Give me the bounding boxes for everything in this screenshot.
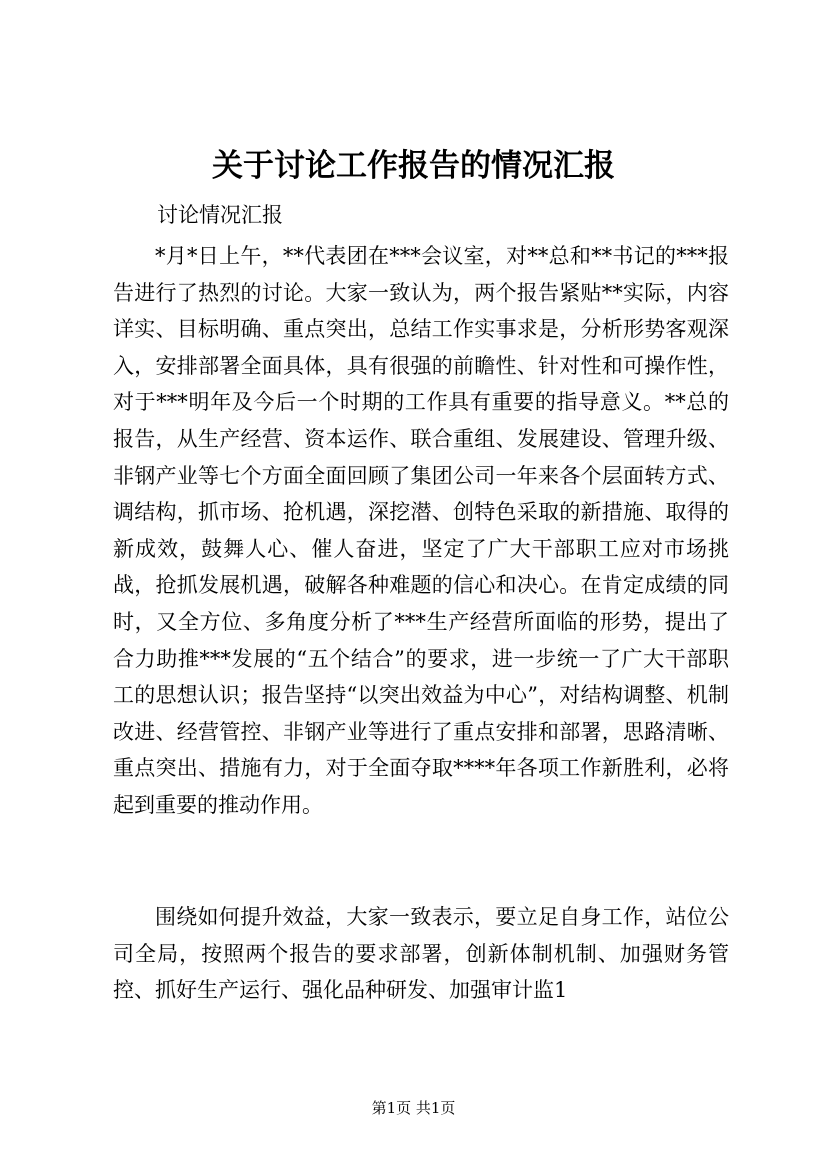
body-text-block-2 — [113, 899, 729, 1009]
document-title: 关于讨论工作报告的情况汇报 — [212, 148, 615, 184]
paragraph-1: *月*日上午，**代表团在***会议室，对**总和**书记的***报告进行了热烈的讨论。大家一致认为，两个报告紧贴**实际，内容详实、目标明确、重点突出，总结工作实事求是，分析形势客观深入，安排部署全面具体，具有很强的前瞻性、针对性和可操作性，对于***明年及今后一个时期的工作具有重要的指导意义。**总的报告，从生产经营、资本运作、联合重组、发展建设、管理升级、非钢产业等七个方面全面回顾了集团公司一年来各个层面转方式、调结构，抓市场、抢机遇，深挖潜、创特色采取的新措施、取得的新成效，鼓舞人心、催人奋进，坚定了广大干部职工应对市场挑战，抢抓发展机遇，破解各种难题的信心和决心。在肯定成绩的同时，又全方位、多角度分析了***生产经营所面临的形势，提出了合力助推***发展的“五个结合”的要求，进一步统一了广大干部职工的思想认识；报告坚持“以突出效益为中心”，对结构调整、机制改进、经营管控、非钢产业等进行了重点安排和部署，思路清晰、重点突出、措施有力，对于全面夺取****年各项工作新胜利，必将起到重要的推动作用。 — [113, 244, 729, 817]
page-footer: 第1页 共1页 — [371, 1099, 456, 1117]
body-text-block-1 — [113, 238, 729, 824]
document-subtitle: 讨论情况汇报 — [157, 203, 283, 227]
paragraph-2: 围绕如何提升效益，大家一致表示，要立足自身工作，站位公司全局，按照两个报告的要求部署，创新体制机制、加强财务管控、抓好生产运行、强化品种研发、加强审计监1 — [113, 905, 729, 1003]
